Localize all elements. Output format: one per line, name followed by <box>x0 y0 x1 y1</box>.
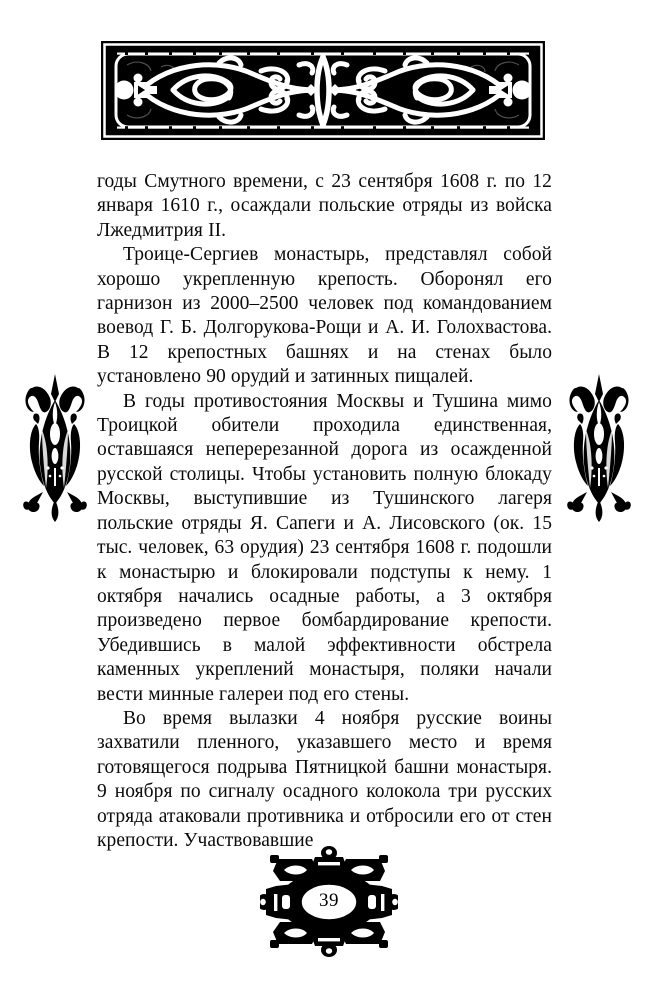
page-number-value: 39 <box>319 889 339 911</box>
page-body-text <box>97 170 552 853</box>
paragraph-2: Троице-Сергиев монастырь, представлял собой хорошо укрепленную крепость. Оборонял его гарнизон из 2000–2500 человек под командованием воевод Г. Б. Долгорукова-Рощи и А. И. Голохвастова. В 12 крепостных башнях и на стенах было установлено 90 орудий и затинных пищалей. <box>97 244 552 388</box>
paragraph-4: Во время вылазки 4 ноября русские воины захватили пленного, указавшего место и время готовящегося подрыва Пятницкой башни монастыря. 9 ноября по сигналу осадного колокола три русских отряда атаковали противника и отбросили его от стен крепости. Участвовавшие <box>97 707 552 851</box>
right-margin-vignette-icon <box>566 372 632 524</box>
paragraph-3: В годы противостояния Москвы и Тушина мимо Троицкой обители проходила единственная, оставшаяся неперерезанной дорога из осажденной русской столицы. Чтобы установить полную блокаду Москвы, выступившие из Тушинского лагеря польские отряды Я. Сапеги и А. Лисовского (ок. 15 тыс. человек, 63 орудия) 23 сентября 1608 г. подошли к монастырю и блокировали подступы к нему. 1 октября начались осадные работы, а 3 октября произведено первое бомбардирование крепости. Убедившись в малой эффективности обстрела каменных укреплений монастыря, поляки начали вести минные галереи под его стены. <box>97 390 552 705</box>
header-ornament-band <box>101 41 545 140</box>
footer-cross-ornament <box>260 845 398 958</box>
paragraph-1: годы Смутного времени, с 23 сентября 1608 г. по 12 января 1610 г., осаждали польские отряды из войска Лжедмитрия II. <box>97 171 552 241</box>
left-margin-vignette-icon <box>22 372 88 524</box>
